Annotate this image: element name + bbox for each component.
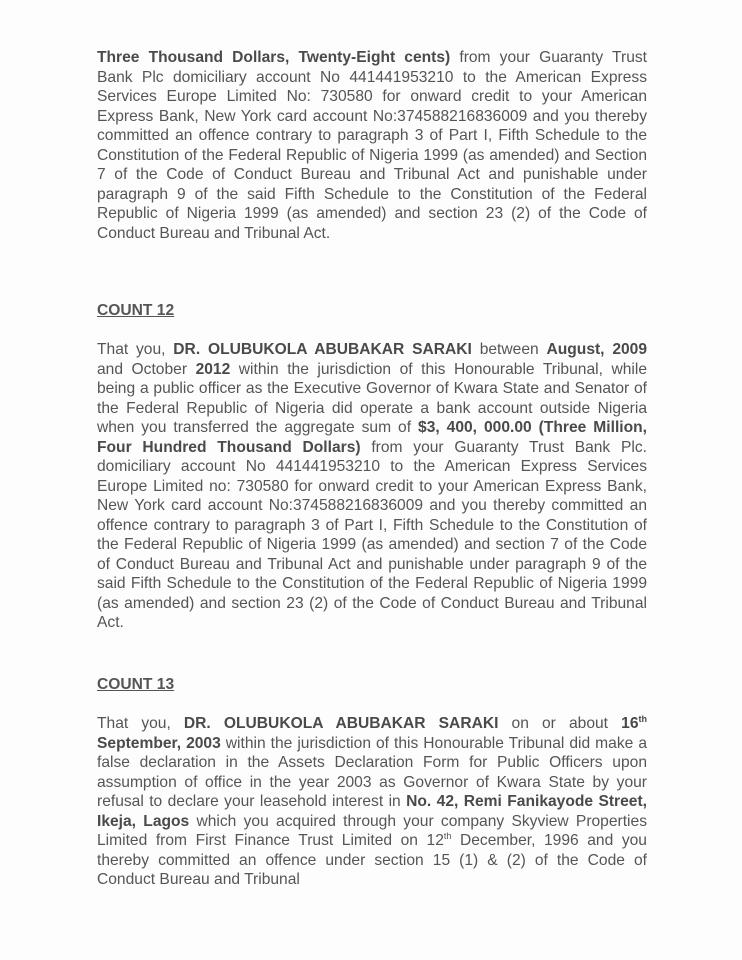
- paragraph-count-11-continued: [97, 48, 647, 243]
- day-number: 16: [621, 715, 639, 732]
- text-span: from your Guaranty Trust Bank Plc. domiciliary account No 441441953210 to the American Express Services Europe Limited no: 730580 for onward credit to your American Express Bank, New York card account No:374588216836009 and you thereby committed an offence contrary to paragraph 3 of Part I, Fifth Schedule to the Constitution of the Federal Republic of Nigeria 1999 (as amended) and section 7 of the Code of Conduct Bureau and Tribunal Act and punishable under paragraph 9 of the said Fifth Schedule to the Constitution of the Federal Republic of Nigeria 1999 (as amended) and section 23 (2) of the Code of Conduct Bureau and Tribunal Act.: [97, 438, 647, 631]
- defendant-name: DR. OLUBUKOLA ABUBAKAR SARAKI: [183, 715, 499, 732]
- count-12-heading: COUNT 12: [97, 302, 175, 319]
- count-13-heading: COUNT 13: [97, 676, 175, 693]
- ordinal-suffix: th: [443, 831, 452, 841]
- paragraph-text: from your Guaranty Trust Bank Plc domiciliary account No 441441953210 to the American Express Services Europe Limited No: 730580 for onward credit to your American Express Bank, New York card account No:374588216836009 and you thereby committed an offence contrary to paragraph 3 of Part I, Fifth Schedule to the Constitution of the Federal Republic of Nigeria 1999 (as amended) and Section 7 of the Code of Conduct Bureau and Tribunal Act and punishable under paragraph 9 of the said Fifth Schedule to the Constitution of the Federal Republic of Nigeria 1999 (as amended) and section 23 (2) of the Code of Conduct Bureau and Tribunal Act.: [97, 49, 647, 242]
- text-span: between: [471, 341, 547, 358]
- address-text: No. 42, Remi Fanikayode Street, Ikeja, Lagos: [97, 793, 647, 830]
- paragraph-count-12: [97, 340, 647, 633]
- month-year: September, 2003: [97, 734, 221, 752]
- text-span: within the jurisdiction of this Honourable Tribunal did make a false declaration in the Assets Declaration Form for Public Officers upon assumption of office in the year 2003 as Governor of Kwara State by your refusal to declare your leasehold interest in: [97, 734, 647, 810]
- date-text: August, 2009: [546, 341, 648, 358]
- text-span: That you,: [97, 341, 174, 358]
- text-span: and October: [97, 360, 196, 378]
- date-text: 2012: [195, 360, 231, 378]
- text-span: December, 1996 and you thereby committed an offence under section 15 (1) & (2) of the Code of Conduct Bureau and Tribunal: [97, 832, 647, 888]
- amount-text: Three Thousand Dollars, Twenty-Eight cents): [97, 49, 451, 66]
- ordinal-suffix: th: [638, 714, 647, 724]
- text-span: which you acquired through your company Skyview Properties Limited from First Finance Trust Limited on 12: [97, 812, 647, 849]
- defendant-name: DR. OLUBUKOLA ABUBAKAR SARAKI: [173, 341, 472, 358]
- text-span: That you,: [97, 715, 184, 732]
- text-span: within the jurisdiction of this Honourable Tribunal, while being a public officer as the Executive Governor of Kwara State and Senator of the Federal Republic of Nigeria did operate a bank account outside Nigeria when you transferred the aggregate sum of: [97, 360, 647, 436]
- paragraph-count-13: [97, 714, 647, 890]
- text-span: on or about: [498, 715, 622, 732]
- amount-text: $3, 400, 000.00 (Three Million, Four Hundred Thousand Dollars): [97, 419, 647, 456]
